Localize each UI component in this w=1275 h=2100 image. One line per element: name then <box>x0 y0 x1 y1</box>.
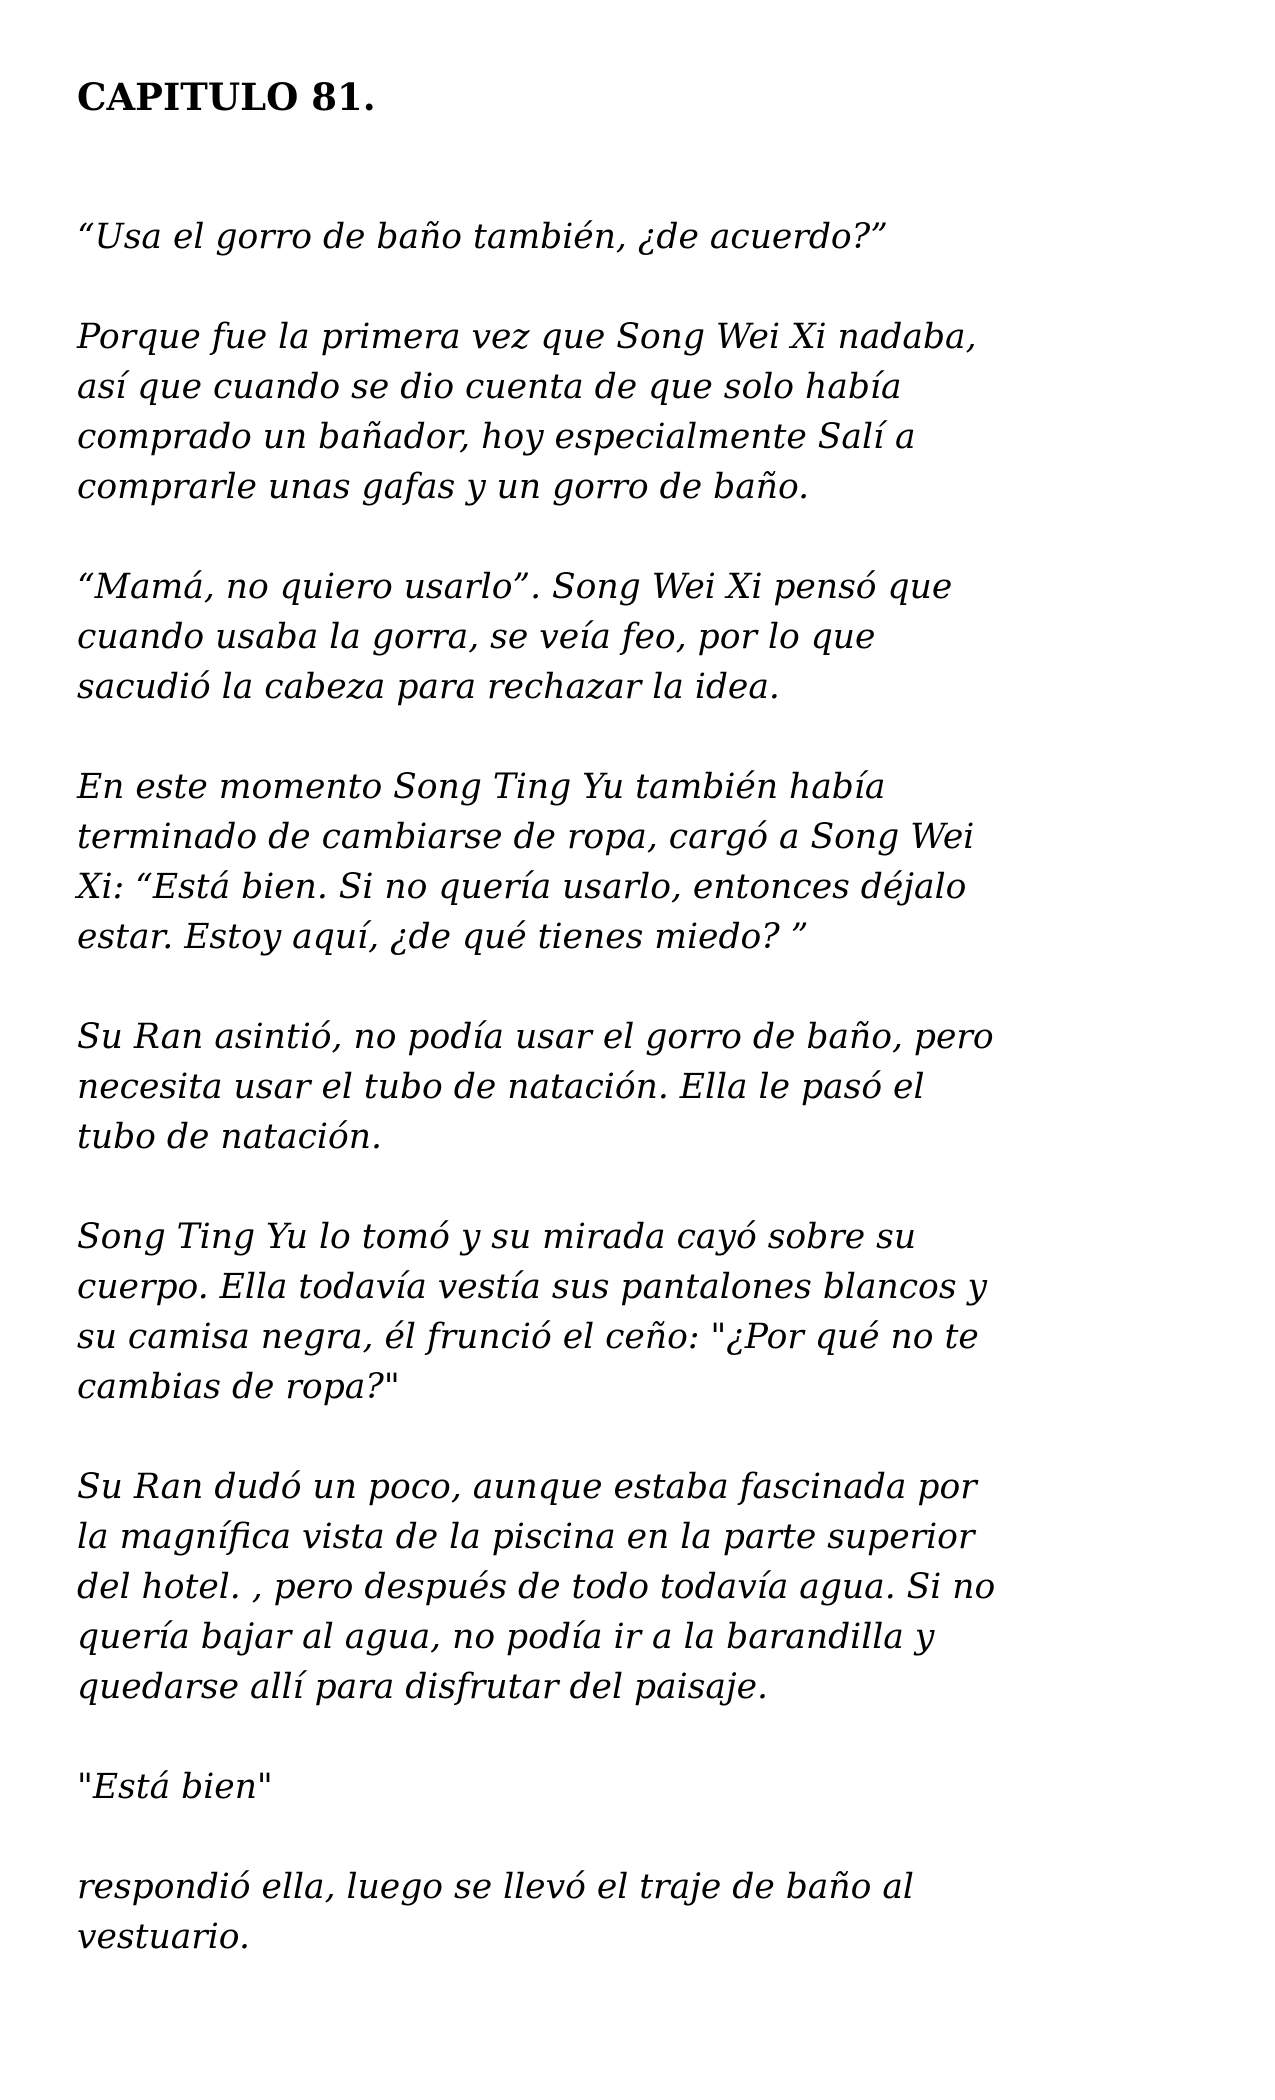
paragraph-5 <box>77 1012 1227 1162</box>
paragraph-7 <box>77 1462 1227 1712</box>
chapter-title: CAPITULO 81. <box>77 75 376 119</box>
paragraph-8 <box>77 1762 1227 1812</box>
paragraph-line: En este momento Song Ting Yu también había <box>77 767 886 807</box>
paragraph-line: Su Ran asintió, no podía usar el gorro de baño, pero <box>77 1017 994 1057</box>
paragraph-line: sacudió la cabeza para rechazar la idea. <box>77 667 780 707</box>
paragraph-3 <box>77 562 1227 712</box>
paragraph-line: cambias de ropa?" <box>77 1367 400 1407</box>
paragraph-line: tubo de natación. <box>77 1117 382 1157</box>
paragraph-6 <box>77 1212 1227 1412</box>
paragraph-line: quería bajar al agua, no podía ir a la barandilla y <box>77 1617 935 1657</box>
paragraph-line: vestuario. <box>77 1917 250 1957</box>
paragraph-line: su camisa negra, él frunció el ceño: "¿Por qué no te <box>77 1317 979 1357</box>
paragraph-line: del hotel. , pero después de todo todavía agua. Si no <box>77 1567 996 1607</box>
paragraph-line: comprado un bañador, hoy especialmente Salí a <box>77 417 916 457</box>
paragraph-line: “Mamá, no quiero usarlo”. Song Wei Xi pensó que <box>77 567 953 607</box>
paragraph-line: cuando usaba la gorra, se veía feo, por lo que <box>77 617 876 657</box>
paragraph-line: Porque fue la primera vez que Song Wei Xi nadaba, <box>77 317 977 357</box>
paragraph-line: Xi: “Está bien. Si no quería usarlo, entonces déjalo <box>77 867 967 907</box>
paragraph-line: respondió ella, luego se llevó el traje de baño al <box>77 1867 914 1907</box>
paragraph-line: quedarse allí para disfrutar del paisaje. <box>77 1667 769 1707</box>
paragraph-line: la magnífica vista de la piscina en la parte superior <box>77 1517 975 1557</box>
paragraph-4 <box>77 762 1227 962</box>
paragraph-line: terminado de cambiarse de ropa, cargó a Song Wei <box>77 817 975 857</box>
paragraph-line: necesita usar el tubo de natación. Ella le pasó el <box>77 1067 925 1107</box>
paragraph-line: comprarle unas gafas y un gorro de baño. <box>77 467 810 507</box>
paragraph-9 <box>77 1862 1227 1962</box>
paragraph-line: cuerpo. Ella todavía vestía sus pantalones blancos y <box>77 1267 987 1307</box>
paragraph-line: “Usa el gorro de baño también, ¿de acuerdo?” <box>77 217 888 257</box>
chapter-body <box>77 212 1227 2012</box>
paragraph-line: "Está bien" <box>77 1767 273 1807</box>
paragraph-line: estar. Estoy aquí, ¿de qué tienes miedo? ” <box>77 917 809 957</box>
paragraph-line: Song Ting Yu lo tomó y su mirada cayó sobre su <box>77 1217 917 1257</box>
paragraph-line: Su Ran dudó un poco, aunque estaba fascinada por <box>77 1467 977 1507</box>
paragraph-1 <box>77 212 1227 262</box>
paragraph-2 <box>77 312 1227 512</box>
paragraph-line: así que cuando se dio cuenta de que solo había <box>77 367 902 407</box>
